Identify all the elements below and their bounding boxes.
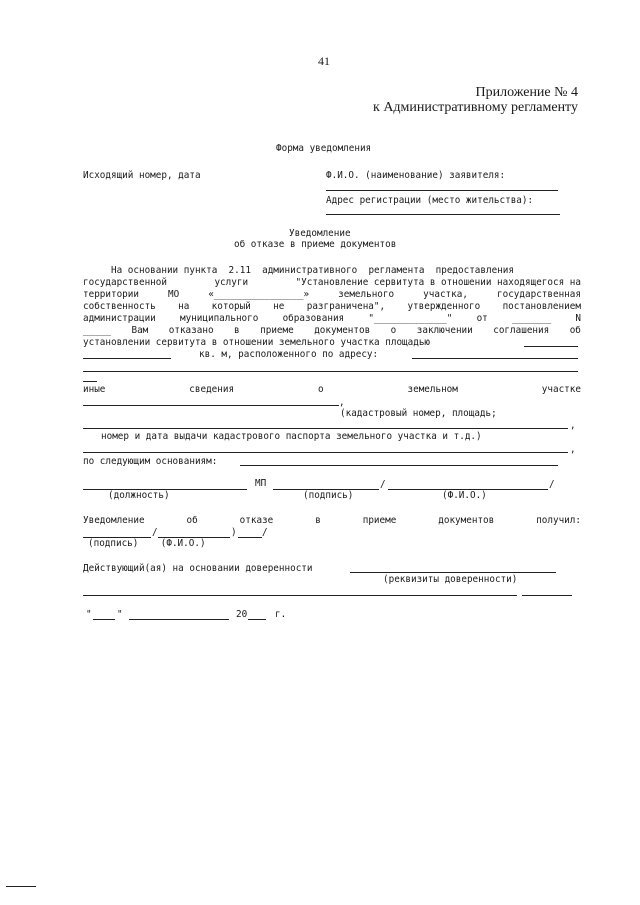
- grounds-label: по следующим основаниям:: [83, 456, 218, 467]
- proxy-blank: [350, 572, 556, 573]
- body-line-6: _____ Вам отказано в приеме документов о заключении соглашения об: [83, 325, 581, 336]
- body-line-2: государственной услуги "Установление сервитута в отношении находящегося на: [83, 277, 581, 288]
- month-blank: [129, 619, 229, 620]
- received-line: Уведомление об отказе в приеме документов получил:: [83, 515, 581, 526]
- comma-2: ,: [570, 420, 576, 431]
- page-number: 41: [318, 54, 330, 68]
- outgoing-number-date: Исходящий номер, дата: [83, 170, 201, 181]
- appendix-line-1: Приложение № 4: [475, 85, 578, 100]
- grounds-blank-2: [240, 465, 558, 466]
- close-paren: ): [231, 527, 237, 538]
- body-line-5: администрации муниципального образования "_____________" от _______ N: [83, 313, 581, 324]
- slash-3: /: [152, 527, 158, 538]
- body-line-4: собственность на который не разграничена", утвержденного постановлением: [83, 301, 581, 312]
- proxy-label: Действующий(ая) на основании доверенности: [83, 563, 313, 574]
- comma-3: ,: [570, 444, 576, 455]
- address-blank-2: [83, 371, 578, 372]
- slash-2: /: [549, 479, 555, 490]
- body-line-1: На основании пункта 2.11 административного регламента предоставления: [83, 265, 514, 276]
- position-caption: (должность): [108, 490, 170, 501]
- footer-mark: [6, 886, 36, 887]
- proxy-blank-3: [522, 595, 572, 596]
- day-blank: [93, 619, 115, 620]
- slash-4: /: [262, 527, 268, 538]
- date-quote-open: ": [86, 609, 92, 620]
- year-suffix: г.: [275, 609, 287, 620]
- fio-caption: (Ф.И.О.): [442, 490, 487, 501]
- year-blank: [248, 619, 266, 620]
- proxy-caption: (реквизиты доверенности): [383, 574, 518, 585]
- year-prefix: 20: [236, 609, 248, 620]
- area-blank: [524, 346, 578, 347]
- slash: /: [380, 479, 386, 490]
- applicant-fio-label: Ф.И.О. (наименование) заявителя:: [326, 170, 506, 181]
- appendix-line-2: к Административному регламенту: [373, 100, 578, 115]
- body-line-9: иные сведения о земельном участке: [83, 384, 581, 395]
- applicant-fio-line: [326, 190, 558, 191]
- body-line-8: кв. м, расположенного по адресу:: [199, 349, 379, 360]
- proxy-blank-2: [83, 595, 517, 596]
- passport-caption: номер и дата выдачи кадастрового паспорта земельного участка и т.д.): [101, 431, 482, 442]
- body-line-3: территории МО «________________» земельного участка, государственная: [83, 289, 581, 300]
- comma: ,: [339, 397, 345, 408]
- date-quote-close: ": [117, 609, 123, 620]
- grounds-blank-1: [83, 452, 568, 453]
- cadastral-caption: (кадастровый номер, площадь;: [340, 408, 497, 419]
- address-blank-1: [412, 358, 578, 359]
- address-blank-3: [83, 381, 97, 382]
- other-info-blank: [83, 405, 339, 406]
- applicant-address-line: [326, 214, 560, 215]
- notice-title: Уведомление: [289, 228, 351, 239]
- applicant-address-label: Адрес регистрации (место жительства):: [326, 195, 534, 206]
- sign-caption: (подпись): [303, 490, 354, 501]
- notice-subtitle: об отказе в приеме документов: [234, 239, 397, 250]
- received-extra-blank: [238, 537, 262, 538]
- passport-blank: [83, 428, 568, 429]
- area-value-blank: [83, 358, 171, 359]
- form-title: Форма уведомления: [276, 143, 372, 154]
- received-captions: (подпись) (Ф.И.О.): [88, 538, 206, 549]
- body-line-7: установлении сервитута в отношении земельного участка площадью: [83, 337, 431, 348]
- seal-label: МП: [255, 478, 267, 489]
